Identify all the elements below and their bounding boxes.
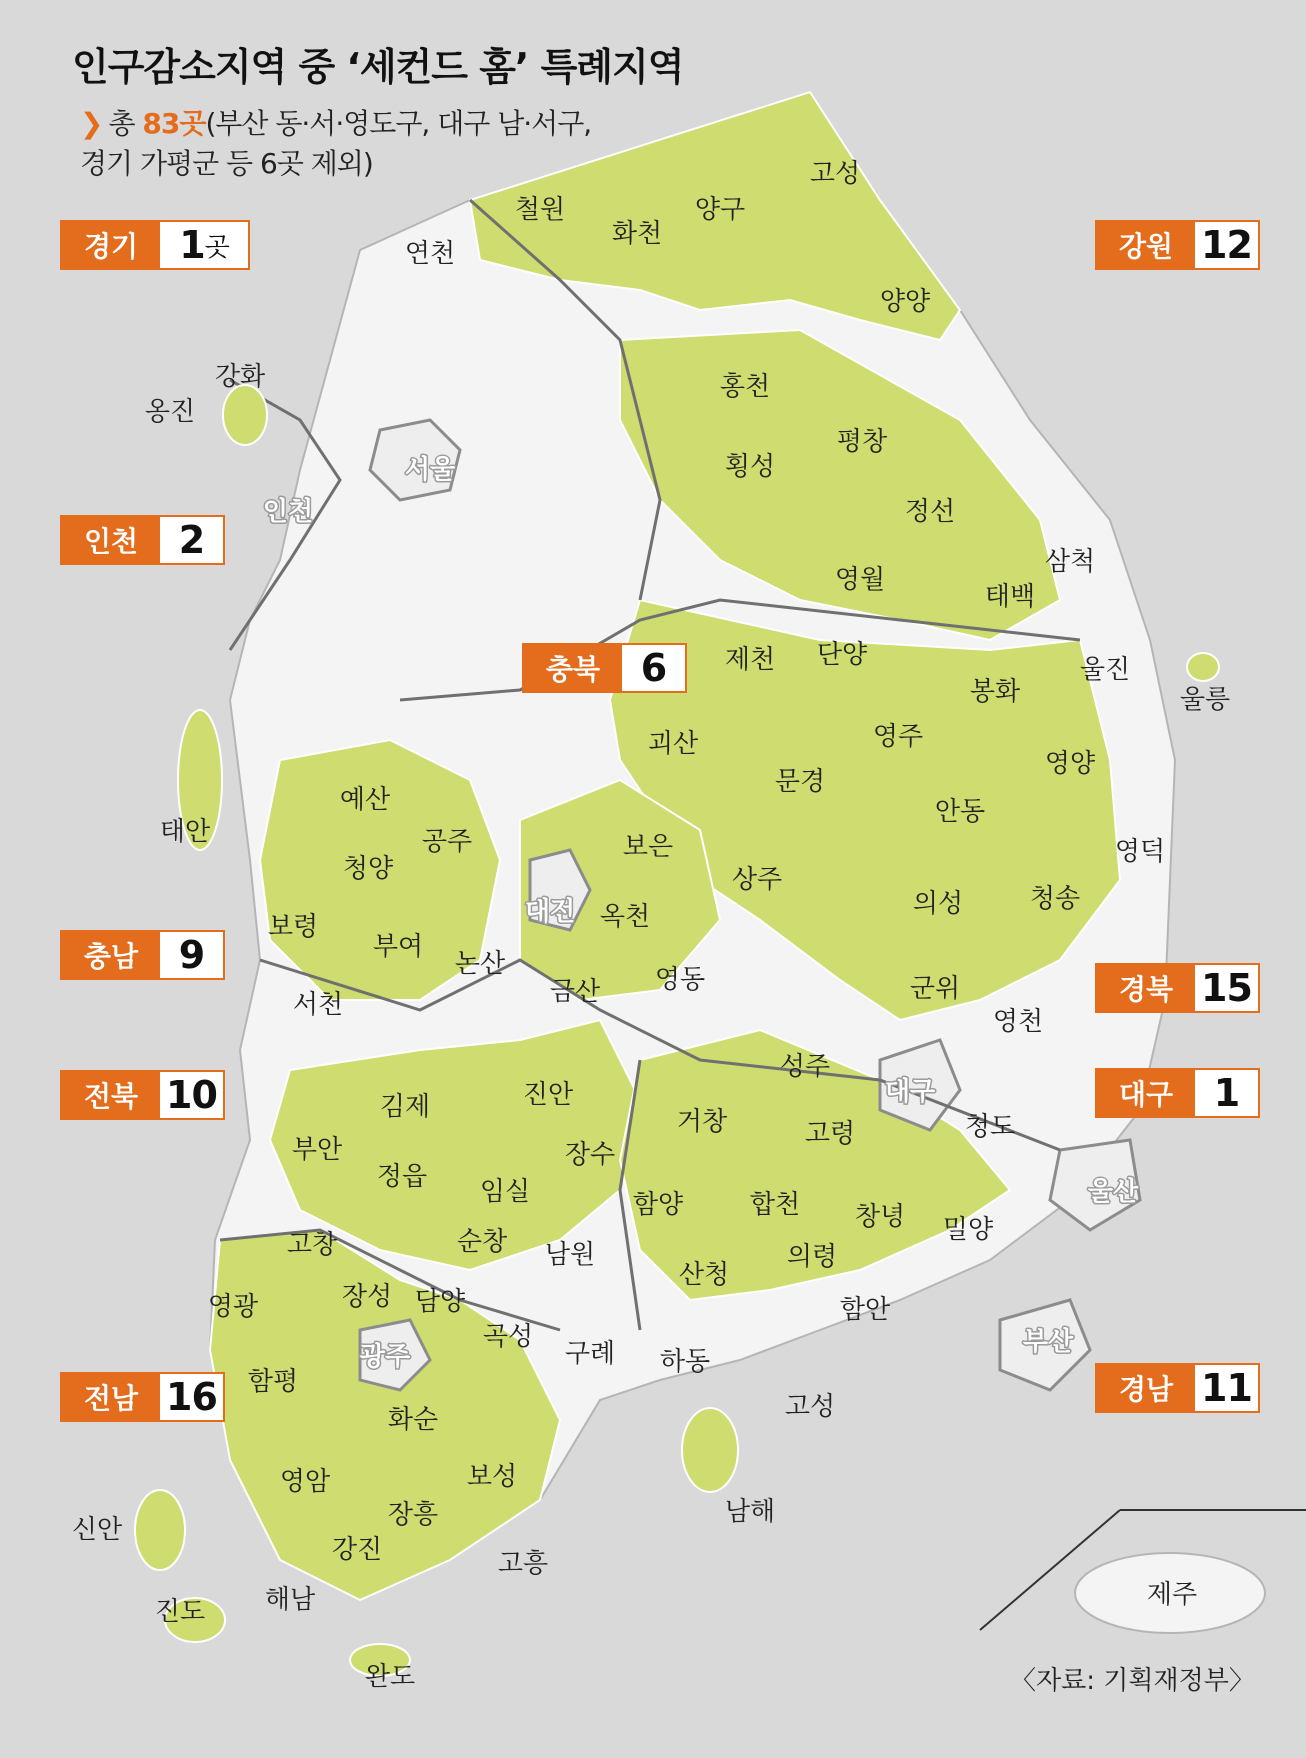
region-label: 함안 — [839, 1295, 891, 1325]
region-label: 산청 — [678, 1260, 730, 1290]
region-label: 보은 — [622, 832, 674, 862]
region-label: 해남 — [264, 1585, 316, 1615]
region-label: 신안 — [71, 1515, 123, 1545]
region-label: 고령 — [804, 1119, 856, 1149]
region-label: 보성 — [466, 1462, 518, 1492]
region-label: 부안 — [291, 1135, 343, 1165]
region-label: 함양 — [632, 1190, 684, 1220]
badge-count: 12 — [1201, 223, 1252, 267]
region-label: 고흥 — [497, 1549, 549, 1579]
badge-count: 6 — [640, 646, 667, 690]
region-label: 홍천 — [719, 372, 771, 402]
region-label: 단양 — [816, 640, 868, 670]
region-label: 장성 — [341, 1282, 393, 1312]
region-label: 제천 — [724, 645, 776, 675]
region-label: 청도 — [964, 1112, 1016, 1142]
region-label: 금산 — [549, 977, 601, 1007]
region-label: 의성 — [912, 889, 964, 919]
region-label: 담양 — [414, 1287, 466, 1317]
region-label: 순창 — [456, 1227, 508, 1257]
region-label: 상주 — [731, 865, 783, 895]
ganghwa-island — [223, 385, 267, 445]
metro-label: 부산 — [1022, 1327, 1074, 1357]
region-label: 고창 — [286, 1230, 338, 1260]
region-label: 영월 — [834, 565, 886, 595]
sinan-islands — [135, 1490, 185, 1570]
region-label: 영동 — [654, 965, 706, 995]
region-label: 울진 — [1079, 655, 1131, 685]
region-label: 남해 — [724, 1497, 776, 1527]
region-label: 태백 — [984, 582, 1036, 612]
region-label: 남원 — [544, 1240, 596, 1270]
region-label: 구례 — [564, 1339, 616, 1369]
region-label: 창녕 — [854, 1202, 906, 1232]
badge-gangwon — [1095, 220, 1260, 270]
map-subtitle — [80, 104, 700, 184]
region-label: 공주 — [421, 827, 473, 857]
badge-name: 충남 — [62, 932, 160, 978]
region-label: 울릉 — [1179, 685, 1231, 715]
region-label: 안동 — [934, 797, 986, 827]
region-label: 의령 — [786, 1242, 838, 1272]
metro-label: 울산 — [1087, 1177, 1139, 1207]
region-label: 예산 — [339, 785, 391, 815]
region-label: 정선 — [904, 497, 956, 527]
badge-jeonnam — [60, 1372, 225, 1422]
badge-chungbuk — [522, 643, 687, 693]
region-label: 옹진 — [144, 397, 196, 427]
badge-incheon — [60, 515, 225, 565]
region-label: 곡성 — [482, 1322, 534, 1352]
region-label: 화순 — [387, 1405, 439, 1435]
metro-label: 대구 — [884, 1077, 936, 1107]
region-label: 성주 — [779, 1052, 831, 1082]
region-label: 영덕 — [1114, 837, 1166, 867]
subtitle-prefix: 총 — [108, 107, 143, 140]
region-label: 합천 — [749, 1190, 801, 1220]
map-title: 인구감소지역 중 ‘세컨드 홈’ 특례지역 — [72, 45, 684, 89]
badge-gyeonggi — [60, 220, 250, 270]
region-label: 고성 — [784, 1392, 836, 1422]
region-label: 평창 — [836, 427, 888, 457]
badge-name: 충북 — [524, 645, 622, 691]
badge-count: 1 곳 — [179, 223, 229, 267]
region-label: 영광 — [207, 1292, 259, 1322]
region-label: 문경 — [774, 767, 826, 797]
region-label: 청송 — [1029, 884, 1081, 914]
chevron-right-icon: ❯ — [80, 107, 103, 140]
metro-label: 인천 — [262, 497, 314, 527]
badge-name: 경기 — [62, 222, 160, 268]
region-label: 옥천 — [599, 902, 651, 932]
ulleung-island — [1187, 653, 1219, 681]
badge-count: 9 — [178, 933, 205, 977]
badge-count: 2 — [178, 518, 205, 562]
badge-name: 경남 — [1097, 1365, 1195, 1411]
badge-name: 대구 — [1097, 1070, 1195, 1116]
region-label: 영양 — [1044, 749, 1096, 779]
badge-gyeongnam — [1095, 1363, 1260, 1413]
region-label: 양양 — [879, 287, 931, 317]
badge-count: 11 — [1201, 1366, 1252, 1410]
region-label: 강진 — [331, 1535, 383, 1565]
region-label: 영천 — [992, 1007, 1044, 1037]
subtitle-line2: 경기 가평군 등 6곳 제외) — [80, 147, 373, 180]
metro-label: 서울 — [404, 455, 456, 485]
region-label: 논산 — [454, 949, 506, 979]
region-label: 함평 — [247, 1367, 299, 1397]
region-label: 밀양 — [942, 1215, 994, 1245]
region-label: 부여 — [372, 932, 424, 962]
badge-chungnam — [60, 930, 225, 980]
badge-name: 강원 — [1097, 222, 1195, 268]
region-label: 삼척 — [1044, 547, 1096, 577]
badge-jeonbuk — [60, 1070, 225, 1120]
region-label: 장수 — [564, 1140, 616, 1170]
badge-count: 1 — [1213, 1071, 1240, 1115]
region-label: 고성 — [809, 159, 861, 189]
metro-label: 광주 — [359, 1342, 411, 1372]
region-label: 영암 — [279, 1467, 331, 1497]
region-label: 보령 — [267, 912, 319, 942]
region-label: 서천 — [292, 990, 344, 1020]
badge-count: 15 — [1201, 966, 1252, 1010]
region-label: 진도 — [154, 1597, 206, 1627]
badge-count: 16 — [166, 1375, 217, 1419]
region-label: 봉화 — [969, 677, 1021, 707]
region-label: 연천 — [404, 239, 456, 269]
metro-label: 대전 — [524, 897, 576, 927]
region-label: 화천 — [611, 219, 663, 249]
region-label: 횡성 — [724, 452, 776, 482]
region-label: 괴산 — [647, 729, 699, 759]
subtitle-count: 83곳 — [142, 107, 206, 140]
region-label: 제주 — [1146, 1580, 1198, 1610]
region-label: 임실 — [479, 1177, 531, 1207]
badge-name: 인천 — [62, 517, 160, 563]
badge-daegu — [1095, 1068, 1260, 1118]
region-label: 정읍 — [376, 1162, 428, 1192]
badge-name: 전북 — [62, 1072, 160, 1118]
region-label: 양구 — [694, 195, 746, 225]
source-credit: 〈자료: 기획재정부〉 — [1010, 1666, 1255, 1696]
badge-gyeongbuk — [1095, 963, 1260, 1013]
badge-name: 경북 — [1097, 965, 1195, 1011]
namhae-island — [682, 1408, 738, 1492]
badge-name: 전남 — [62, 1374, 160, 1420]
region-label: 김제 — [379, 1092, 431, 1122]
subtitle-line1: (부산 동·서·영도구, 대구 남·서구, — [205, 107, 592, 140]
region-label: 청양 — [342, 854, 394, 884]
region-label: 군위 — [909, 974, 961, 1004]
region-label: 영주 — [872, 722, 924, 752]
region-label: 철원 — [514, 195, 566, 225]
region-label: 장흥 — [387, 1500, 439, 1530]
badge-count: 10 — [166, 1073, 217, 1117]
region-label: 강화 — [214, 362, 266, 392]
region-label: 하동 — [659, 1347, 711, 1377]
region-label: 태안 — [159, 817, 211, 847]
region-label: 진안 — [522, 1080, 574, 1110]
region-label: 완도 — [364, 1662, 416, 1692]
region-label: 거창 — [676, 1107, 728, 1137]
